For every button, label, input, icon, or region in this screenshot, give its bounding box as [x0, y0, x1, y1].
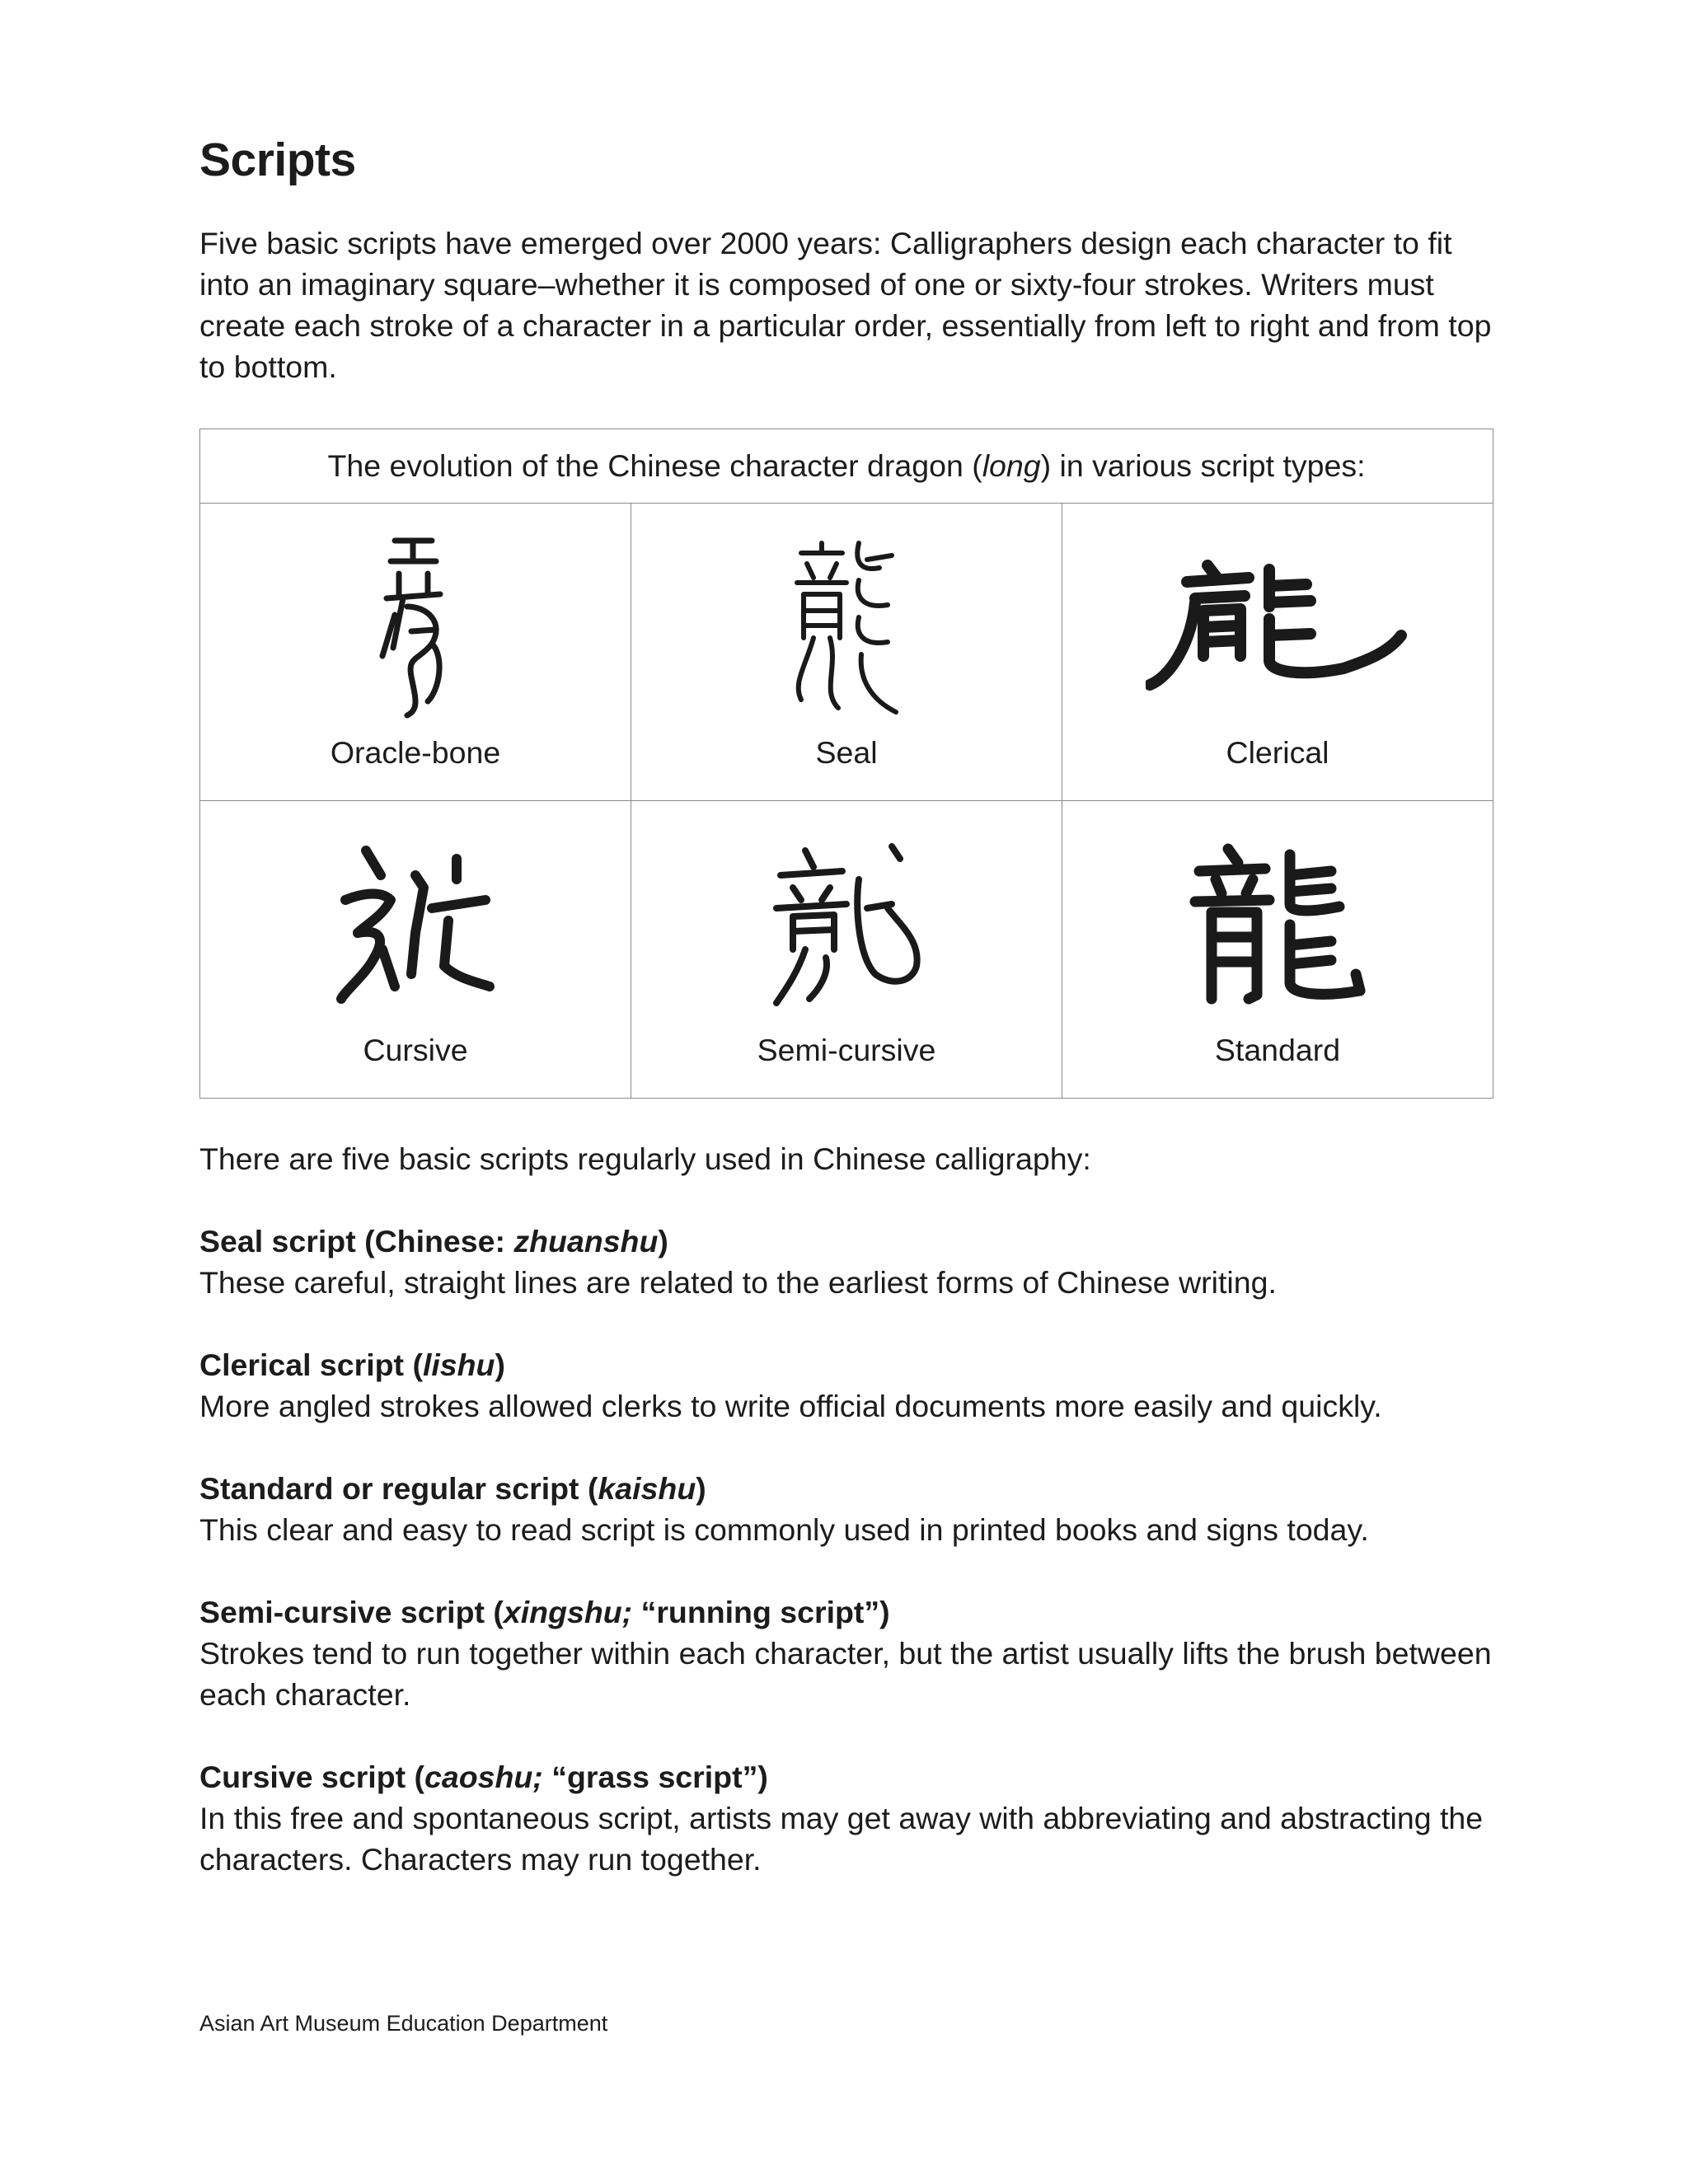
- script-entry-standard: [199, 1468, 1493, 1550]
- script-cell-seal: [631, 504, 1062, 801]
- entry-heading-text: “grass script”): [542, 1760, 768, 1795]
- entry-heading: [199, 1756, 1493, 1797]
- script-entry-cursive: [199, 1756, 1493, 1880]
- oracle-bone-dragon-glyph: [370, 532, 461, 722]
- script-label: Oracle-bone: [330, 735, 501, 771]
- table-caption-after: ) in various script types:: [1040, 448, 1366, 484]
- entry-heading-text: ): [696, 1471, 706, 1507]
- page-content: [199, 132, 1493, 1921]
- entry-heading-text: Clerical script (: [199, 1347, 423, 1383]
- entry-description: More angled strokes allowed clerks to write official documents more easily and quickly.: [199, 1389, 1382, 1424]
- entry-description: These careful, straight lines are related to the earliest forms of Chinese writing.: [199, 1265, 1277, 1301]
- page-footer: Asian Art Museum Education Department: [199, 2011, 608, 2036]
- entry-heading-text: “running script”): [632, 1595, 890, 1630]
- entry-heading-text: Semi-cursive script (: [199, 1595, 504, 1630]
- scripts-lead-sentence: There are five basic scripts regularly used in Chinese calligraphy:: [199, 1141, 1091, 1177]
- entry-heading-text: ): [658, 1224, 668, 1259]
- clerical-dragon-glyph: [1146, 553, 1409, 701]
- script-entry-semi-cursive: [199, 1591, 1493, 1715]
- entry-heading-italic: caoshu;: [424, 1760, 543, 1795]
- intro-paragraph: Five basic scripts have emerged over 2000 years: Calligraphers design each character to fit into an imaginary square–whether it is composed of one or sixty-four strokes. Writers must create each stroke of a character in a particular order, essentially from left to right and from top to bottom.: [199, 226, 1492, 385]
- entry-heading-italic: kaishu: [598, 1471, 696, 1507]
- script-label: Semi-cursive: [757, 1033, 936, 1068]
- script-evolution-table: [199, 429, 1493, 1099]
- entry-heading: [199, 1221, 1493, 1262]
- cursive-dragon-glyph: [333, 842, 498, 1007]
- entry-heading-italic: zhuanshu: [513, 1224, 659, 1259]
- entry-heading-italic: xingshu;: [503, 1595, 633, 1630]
- script-cell-standard: [1062, 801, 1493, 1099]
- script-cell-semi-cursive: [631, 801, 1062, 1099]
- script-cell-clerical: [1062, 504, 1493, 801]
- seal-dragon-glyph: [789, 535, 904, 720]
- entry-heading-text: Standard or regular script (: [199, 1471, 598, 1507]
- script-label: Standard: [1214, 1033, 1341, 1068]
- entry-heading: [199, 1468, 1493, 1509]
- script-entry-seal: [199, 1221, 1493, 1303]
- entry-heading-text: ): [495, 1347, 505, 1383]
- entry-heading-italic: lishu: [422, 1347, 495, 1383]
- page-title: Scripts: [199, 134, 356, 186]
- table-caption-before: The evolution of the Chinese character dragon (: [327, 448, 982, 484]
- entry-heading: [199, 1591, 1493, 1633]
- script-cell-oracle-bone: [200, 504, 631, 801]
- entry-heading: [199, 1344, 1493, 1385]
- entry-description: Strokes tend to run together within each character, but the artist usually lifts the brush between each character.: [199, 1636, 1492, 1713]
- entry-description: This clear and easy to read script is commonly used in printed books and signs today.: [199, 1512, 1369, 1548]
- script-entry-clerical: [199, 1344, 1493, 1427]
- table-caption-italic: long: [982, 448, 1041, 484]
- script-label: Clerical: [1226, 735, 1329, 771]
- semi-cursive-dragon-glyph: [768, 842, 925, 1007]
- script-cell-cursive: [200, 801, 631, 1099]
- standard-dragon-glyph: [1187, 842, 1368, 1007]
- script-label: Cursive: [363, 1033, 468, 1068]
- entry-description: In this free and spontaneous script, artists may get away with abbreviating and abstracting the characters. Characters may run together.: [199, 1801, 1484, 1877]
- entry-heading-text: Cursive script (: [199, 1760, 425, 1795]
- entry-heading-text: Seal script (Chinese:: [199, 1224, 514, 1259]
- table-caption: [200, 429, 1493, 504]
- script-label: Seal: [815, 735, 878, 771]
